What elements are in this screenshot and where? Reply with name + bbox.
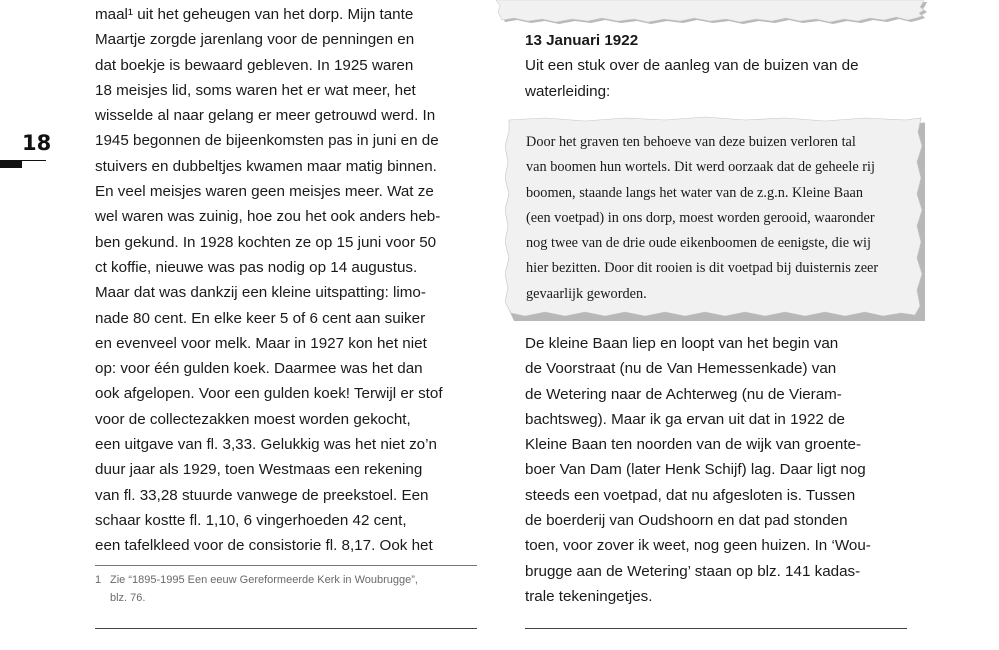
body-line: de Wetering naar de Achterweg (nu de Vieram- (525, 385, 842, 403)
clipping-line: boomen, staande langs het water van de z.g.n. Kleine Baan (526, 184, 864, 201)
body-line: 18 meisjes lid, soms waren het er wat meer, het (95, 81, 416, 99)
body-line: 1945 begonnen de bijeenkomsten pas in juni en de (95, 132, 439, 150)
footnote-line: Zie “1895-1995 Een eeuw Gereformeerde Kerk in Woubrugge”, (110, 574, 418, 586)
body-line: Maar dat was dankzij een kleine uitspatting: limo- (95, 284, 426, 302)
body-line: wel waren was zuinig, hoe zou het ook anders heb- (95, 208, 441, 226)
body-line: voor de collectezakken moest worden gekocht, (95, 410, 411, 428)
intro-line: waterleiding: (525, 82, 611, 100)
clipping-line: van boomen hun wortels. Dit werd oorzaak dat de geheele rij (526, 159, 875, 176)
clipping-line: nog twee van de drie oude eikenboomen de eenigste, die wij (526, 235, 871, 252)
clipping-text (526, 130, 916, 307)
body-line: duur jaar als 1929, toen Westmaas een rekening (95, 461, 423, 479)
clipping-line: (een voetpad) in ons dorp, moest worden gerooid, waaronder (526, 209, 875, 226)
bottom-rule-left (95, 628, 477, 629)
body-line: de Voorstraat (nu de Van Hemessenkade) van (525, 360, 837, 378)
body-line: stuivers en dubbeltjes kwamen maar matig binnen. (95, 157, 437, 175)
body-line: toen, voor zover ik weet, nog geen huizen. In ‘Wou- (525, 537, 871, 555)
body-line: de boerderij van Oudshoorn en dat pad stonden (525, 512, 848, 530)
newspaper-clipping (505, 116, 925, 321)
body-line: trale tekeningetjes. (525, 587, 653, 605)
body-line: steeds een voetpad, dat nu afgesloten is. Tussen (525, 486, 856, 504)
body-line: dat boekje is bewaard gebleven. In 1925 waren (95, 56, 414, 74)
body-line: ook afgelopen. Voor een gulden koek! Terwijl er stof (95, 385, 443, 403)
body-line: Maartje zorgde jarenlang voor de penningen en (95, 31, 415, 49)
body-line: De kleine Baan liep en loopt van het begin van (525, 335, 839, 352)
body-line: En veel meisjes waren geen meisjes meer. Wat ze (95, 183, 434, 201)
date-heading: 13 Januari 1922 (525, 32, 639, 49)
right-column (525, 28, 910, 104)
body-line: van fl. 33,28 stuurde vanwege de preekstoel. Een (95, 486, 429, 504)
body-line: wisselde al naar gelang er meer getrouwd werd. In (95, 107, 436, 125)
body-line: Kleine Baan ten noorden van de wijk van groente- (525, 436, 862, 454)
clipping-line: Door het graven ten behoeve van deze buizen verloren tal (526, 134, 856, 150)
body-line: ct koffie, nieuwe was pas nodig op 14 augustus. (95, 258, 418, 276)
clipping-line: hier bezitten. Door dit rooien is dit voetpad bij duisternis zeer (526, 260, 879, 277)
body-line: een tafelkleed voor de consistorie fl. 8,17. Ook het (95, 537, 433, 555)
body-line: maal¹ uit het geheugen van het dorp. Mijn tante (95, 6, 414, 23)
body-line: bachtsweg). Maar ik ga ervan uit dat in 1922 de (525, 410, 845, 428)
footnote-number: 1 (95, 574, 102, 586)
body-line: brugge aan de Wetering’ staan op blz. 141 kadas- (525, 562, 861, 580)
footnote-line: blz. 76. (110, 592, 146, 604)
right-column-body (525, 331, 910, 609)
bottom-rule-right (525, 628, 907, 629)
body-line: een uitgave van fl. 3,33. Gelukkig was het niet zo’n (95, 436, 437, 454)
body-line: nade 80 cent. En elke keer 5 of 6 cent aan suiker (95, 309, 426, 327)
torn-paper-clipping-top (488, 0, 928, 24)
body-line: schaar kostte fl. 1,10, 6 vingerhoeden 42 cent, (95, 511, 407, 529)
body-line: boer Van Dam (later Henk Schijf) lag. Daar ligt nog (525, 461, 866, 479)
footnote-text (110, 571, 418, 607)
body-line: en evenveel voor melk. Maar in 1927 kon het niet (95, 334, 427, 352)
left-column (95, 2, 480, 559)
page-number: 18 (22, 131, 52, 155)
footnote-rule (95, 565, 477, 566)
intro-line: Uit een stuk over de aanleg van de buizen van de (525, 57, 859, 75)
clipping-line: gevaarlijk geworden. (526, 285, 647, 302)
body-line: op: voor één gulden koek. Daarmee was het dan (95, 360, 423, 378)
body-line: ben gekund. In 1928 kochten ze op 15 juni voor 50 (95, 233, 437, 251)
page-number-tab (0, 160, 22, 168)
